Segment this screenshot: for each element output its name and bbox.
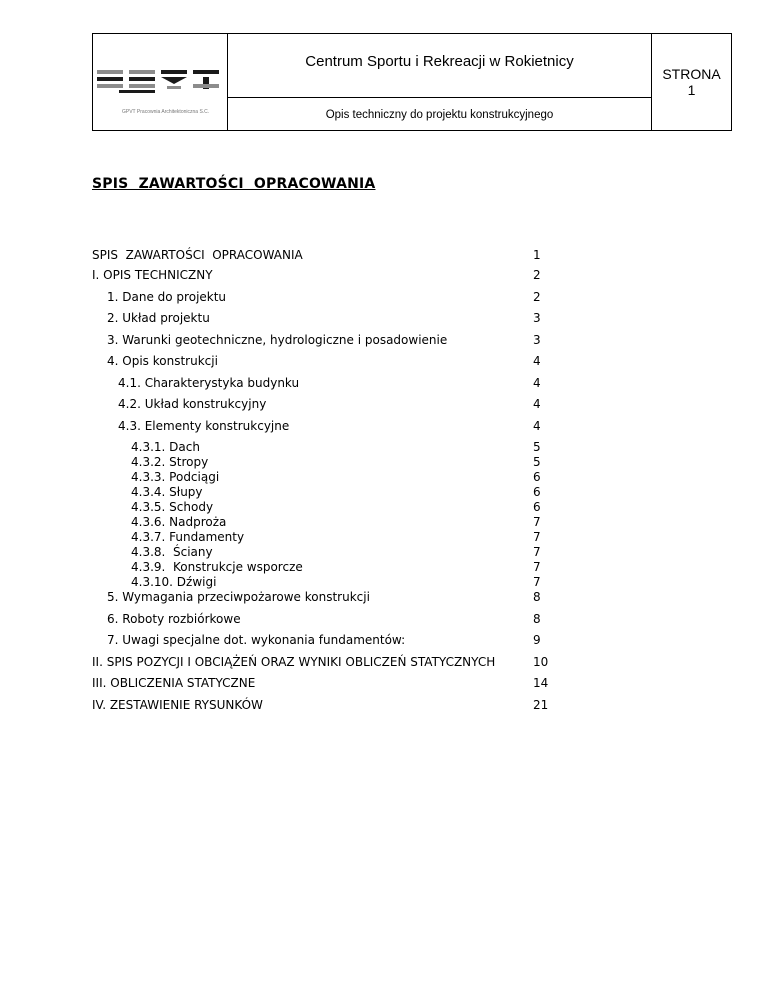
toc-entry-page: 14	[533, 676, 549, 690]
toc-entry-label: 6. Roboty rozbiórkowe	[107, 612, 241, 626]
section-title: SPIS ZAWARTOŚCI OPRACOWANIA	[92, 176, 376, 192]
toc-subentry-label: 4.3.5. Schody	[131, 500, 214, 514]
toc-subentry-page: 7	[533, 545, 541, 559]
toc-subentry-pages	[533, 440, 541, 590]
toc-entry-page: 2	[533, 268, 541, 282]
page-header	[92, 33, 732, 131]
toc-entry-page: 8	[533, 590, 541, 604]
toc-subentries	[131, 440, 303, 590]
toc-entry-page: 4	[533, 397, 541, 411]
toc-subentry-page: 6	[533, 500, 541, 514]
toc-entry-label: IV. ZESTAWIENIE RYSUNKÓW	[92, 698, 263, 712]
toc-entry-label: 4.3. Elementy konstrukcyjne	[118, 419, 290, 433]
toc-subentry-page: 7	[533, 575, 541, 589]
toc-entry-label: 5. Wymagania przeciwpożarowe konstrukcji	[107, 590, 370, 604]
toc-entry-label: 7. Uwagi specjalne dot. wykonania fundamentów:	[107, 633, 406, 647]
toc-entry-label: 3. Warunki geotechniczne, hydrologiczne i posadowienie	[107, 333, 448, 347]
logo-cell	[93, 34, 228, 130]
logo-caption: GPVT Pracownia Architektoniczna S.C.	[122, 109, 210, 115]
toc-subentry-label: 4.3.2. Stropy	[131, 455, 209, 469]
toc-entry-page: 2	[533, 290, 541, 304]
toc-entry-label: II. SPIS POZYCJI I OBCIĄŻEŃ ORAZ WYNIKI OBLICZEŃ STATYCZNYCH	[92, 655, 496, 669]
toc-entry-label: III. OBLICZENIA STATYCZNE	[92, 676, 256, 690]
toc-subentry-page: 6	[533, 485, 541, 499]
toc-entry-label: 1. Dane do projektu	[107, 290, 227, 304]
toc-entry-label: 2. Układ projektu	[107, 311, 210, 325]
toc-entry-label: I. OPIS TECHNICZNY	[92, 268, 213, 282]
toc-entry-page: 1	[533, 248, 541, 262]
toc-subentry-label: 4.3.7. Fundamenty	[131, 530, 245, 544]
toc-entry-page: 9	[533, 633, 541, 647]
toc-subentry-label: 4.3.4. Słupy	[131, 485, 203, 499]
document-title: Centrum Sportu i Rekreacji w Rokietnicy	[228, 34, 651, 98]
toc-entry-page: 21	[533, 698, 549, 712]
toc-subentry-page: 7	[533, 530, 541, 544]
toc-subentry-page: 7	[533, 515, 541, 529]
toc-subentry-page: 6	[533, 470, 541, 484]
toc-entry-label: SPIS ZAWARTOŚCI OPRACOWANIA	[92, 248, 303, 262]
toc-entry-page: 4	[533, 354, 541, 368]
toc-subentry-page: 5	[533, 455, 541, 469]
toc-subentry-page: 5	[533, 440, 541, 454]
toc-entry-label: 4. Opis konstrukcji	[107, 354, 218, 368]
page-label: STRONA	[662, 66, 721, 82]
toc-subentry-label: 4.3.10. Dźwigi	[131, 575, 217, 589]
toc-subentry-label: 4.3.8. Ściany	[131, 545, 213, 559]
toc-subentry-page: 7	[533, 560, 541, 574]
toc-entry-label: 4.2. Układ konstrukcyjny	[118, 397, 267, 411]
toc-subentry-label: 4.3.1. Dach	[131, 440, 200, 454]
header-middle	[228, 34, 652, 130]
document-subtitle: Opis techniczny do projektu konstrukcyjnego	[325, 108, 554, 121]
toc-subentry-label: 4.3.6. Nadproża	[131, 515, 227, 529]
toc-entry-page: 8	[533, 612, 541, 626]
page-number: 1	[687, 82, 696, 98]
toc-entry-page: 3	[533, 333, 541, 347]
toc-entry-page: 10	[533, 655, 549, 669]
company-logo	[97, 70, 221, 106]
toc-entry-page: 3	[533, 311, 541, 325]
toc-entry-page: 4	[533, 419, 541, 433]
toc-entry-label: 4.1. Charakterystyka budynku	[118, 376, 300, 390]
toc-subentry-label: 4.3.9. Konstrukcje wsporcze	[131, 560, 303, 574]
toc-subentry-label: 4.3.3. Podciągi	[131, 470, 220, 484]
toc-entry-page: 4	[533, 376, 541, 390]
page-indicator	[652, 34, 731, 130]
